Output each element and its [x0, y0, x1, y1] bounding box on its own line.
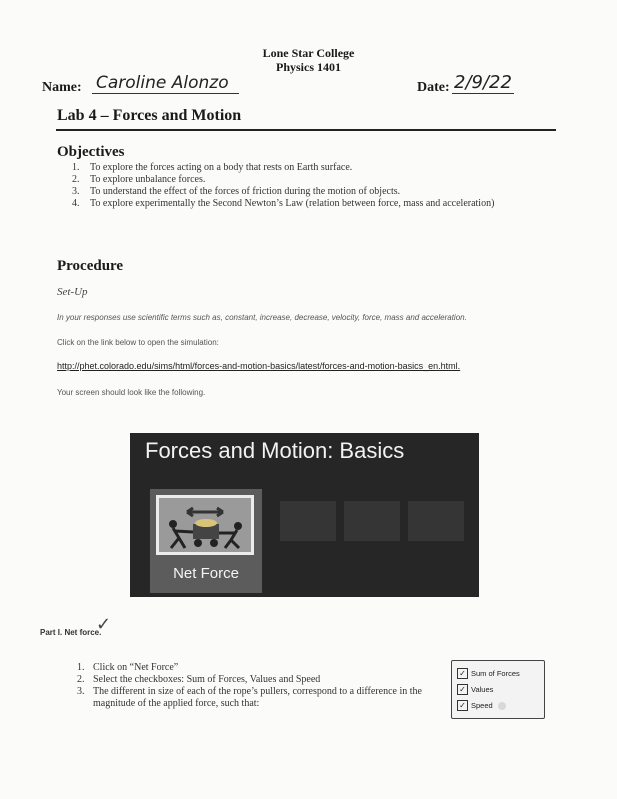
date-handwritten: 2/9/22: [454, 72, 512, 93]
screen-instruction: Your screen should look like the following.: [57, 388, 206, 397]
date-label: Date:: [417, 80, 450, 95]
procedure-heading: Procedure: [57, 258, 124, 274]
setup-subheading: Set-Up: [57, 286, 88, 298]
speedometer-icon: [498, 702, 506, 710]
checkbox-label: Speed: [471, 701, 493, 710]
name-handwritten: Caroline Alonzo: [92, 73, 239, 94]
item-number: 1.: [72, 162, 80, 173]
list-item: [72, 162, 532, 174]
instruction-text: In your responses use scientific terms such as, constant, increase, decrease, velocity, force, mass and acceleration.: [57, 313, 467, 322]
speed-checkbox[interactable]: [457, 700, 506, 711]
checkbox-checked-icon: ✓: [457, 684, 468, 695]
friction-tile-faded: [344, 501, 400, 541]
checkbox-checked-icon: ✓: [457, 668, 468, 679]
net-force-tile: [150, 489, 262, 593]
net-force-label: Net Force: [173, 565, 239, 582]
part1-steps: [77, 662, 447, 710]
simulation-screenshot: [130, 433, 479, 597]
part1-heading: Part I. Net force.: [40, 628, 102, 637]
checkbox-label: Sum of Forces: [471, 669, 520, 678]
item-text: To understand the effect of the forces of friction during the motion of objects.: [90, 186, 401, 197]
simulation-title: Forces and Motion: Basics: [145, 438, 405, 463]
item-number: 4.: [72, 198, 80, 209]
course-name: Physics 1401: [275, 60, 341, 74]
list-item: [72, 186, 532, 198]
tug-of-war-icon: [159, 498, 251, 552]
list-item: [77, 674, 447, 686]
step-text: Click on “Net Force”: [93, 662, 179, 673]
item-number: 2.: [72, 174, 80, 185]
objectives-heading: Objectives: [57, 144, 125, 160]
motion-tile-faded: [280, 501, 336, 541]
click-instruction: Click on the link below to open the simulation:: [57, 338, 219, 347]
list-item: [72, 198, 532, 210]
step-text: Select the checkboxes: Sum of Forces, Values and Speed: [93, 674, 321, 685]
item-number: 3.: [72, 186, 80, 197]
item-text: To explore the forces acting on a body that rests on Earth surface.: [90, 162, 353, 173]
title-rule: [56, 129, 556, 131]
net-force-illustration: [156, 495, 254, 555]
values-checkbox[interactable]: [457, 684, 493, 695]
step-number: 2.: [77, 674, 85, 685]
step-number: 1.: [77, 662, 85, 673]
checkbox-label: Values: [471, 685, 494, 694]
checkbox-checked-icon: ✓: [457, 700, 468, 711]
list-item: [72, 174, 532, 186]
check-mark-icon: ✓: [96, 614, 112, 635]
sum-of-forces-checkbox[interactable]: [457, 668, 520, 679]
acceleration-tile-faded: [408, 501, 464, 541]
item-text: To explore unbalance forces.: [90, 174, 206, 185]
list-item: [77, 662, 447, 674]
checkbox-panel: [451, 660, 545, 719]
item-text: To explore experimentally the Second Newton’s Law (relation between force, mass and acceleration): [90, 198, 495, 209]
lab-title: Lab 4 – Forces and Motion: [57, 107, 242, 124]
list-item: [77, 686, 447, 710]
name-label: Name:: [42, 80, 82, 95]
college-name: Lone Star College: [262, 46, 355, 60]
step-text: The different in size of each of the rope’s pullers, correspond to a difference in the magnitude of the applied force, such that:: [93, 686, 422, 709]
step-number: 3.: [77, 686, 85, 697]
simulation-link[interactable]: http://phet.colorado.edu/sims/html/forces-and-motion-basics/latest/forces-and-motion-basics_en.html.: [57, 361, 461, 371]
objectives-list: [72, 162, 532, 210]
